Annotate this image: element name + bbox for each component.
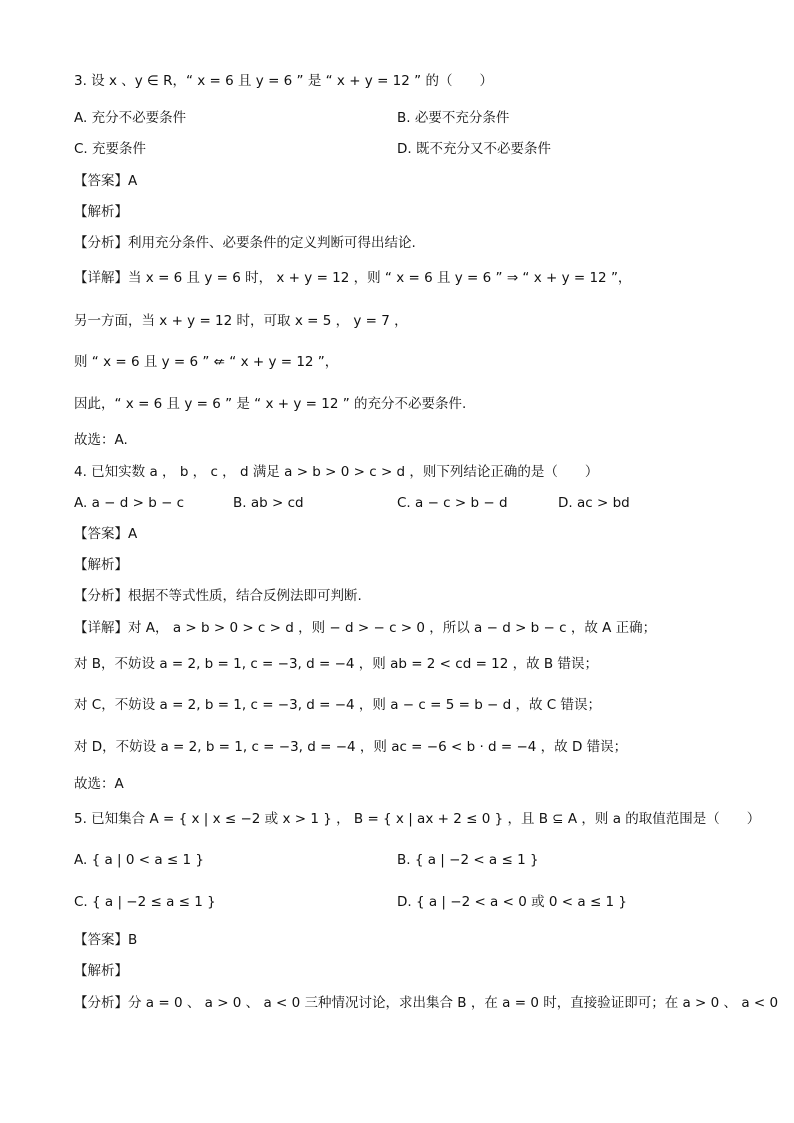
q4-option-a: A. a − d > b − c — [74, 495, 185, 511]
q3-option-b: B. 必要不充分条件 — [397, 110, 510, 126]
q4-xiangjie: 【详解】对 A， a > b > 0 > c > d ，则 − d > − c > 0 ，所以 a − d > b − c ，故 A 正确； — [74, 620, 657, 636]
q4-option-d: D. ac > bd — [558, 495, 630, 511]
q3-jiexi: 【解析】 — [74, 204, 128, 220]
q3-fenxi: 【分析】利用充分条件、必要条件的定义判断可得出结论. — [74, 235, 416, 251]
q3-line-1: 另一方面，当 x + y = 12 时，可取 x = 5 ， y = 7 ， — [74, 313, 408, 329]
q5-stem: 5. 已知集合 A = { x | x ≤ −2 或 x > 1 } ， B = { x | ax + 2 ≤ 0 } ，且 B ⊆ A ，则 a 的取值范围是（ ） — [74, 811, 761, 827]
q4-line-4: 故选：A — [74, 776, 124, 792]
q3-xiangjie: 【详解】当 x = 6 且 y = 6 时， x + y = 12 ，则 “ x = 6 且 y = 6 ” ⇒ “ x + y = 12 ”， — [74, 270, 632, 286]
q5-option-d: D. { a | −2 < a < 0 或 0 < a ≤ 1 } — [397, 894, 628, 910]
q5-option-b: B. { a | −2 < a ≤ 1 } — [397, 852, 539, 868]
q5-option-a: A. { a | 0 < a ≤ 1 } — [74, 852, 204, 868]
q3-option-a: A. 充分不必要条件 — [74, 110, 187, 126]
q4-stem: 4. 已知实数 a ， b ， c ， d 满足 a > b > 0 > c > d ，则下列结论正确的是（ ） — [74, 464, 599, 480]
q4-option-c: C. a − c > b − d — [397, 495, 508, 511]
q4-answer: 【答案】A — [74, 526, 138, 542]
q3-option-c: C. 充要条件 — [74, 141, 147, 157]
q5-answer: 【答案】B — [74, 932, 138, 948]
q5-option-c: C. { a | −2 ≤ a ≤ 1 } — [74, 894, 216, 910]
q3-option-d: D. 既不充分又不必要条件 — [397, 141, 551, 157]
q4-line-3: 对 D，不妨设 a = 2, b = 1, c = −3, d = −4 ，则 ac = −6 < b · d = −4 ，故 D 错误； — [74, 739, 628, 755]
q3-line-2: 则 “ x = 6 且 y = 6 ” ⇍ “ x + y = 12 ”， — [74, 354, 339, 370]
q3-stem: 3. 设 x 、y ∈ R，“ x = 6 且 y = 6 ” 是 “ x + y = 12 ” 的（ ） — [74, 73, 493, 89]
q5-fenxi: 【分析】分 a = 0 、 a > 0 、 a < 0 三种情况讨论，求出集合 B ，在 a = 0 时，直接验证即可；在 a > 0 、 a < 0 — [74, 995, 779, 1011]
q3-line-3: 因此，“ x = 6 且 y = 6 ” 是 “ x + y = 12 ” 的充分不必要条件. — [74, 396, 467, 412]
q5-jiexi: 【解析】 — [74, 963, 128, 979]
q3-answer: 【答案】A — [74, 173, 138, 189]
q4-line-1: 对 B，不妨设 a = 2, b = 1, c = −3, d = −4 ，则 ab = 2 < cd = 12 ，故 B 错误； — [74, 656, 598, 672]
q4-option-b: B. ab > cd — [233, 495, 304, 511]
q4-jiexi: 【解析】 — [74, 557, 128, 573]
q4-line-2: 对 C，不妨设 a = 2, b = 1, c = −3, d = −4 ，则 a − c = 5 = b − d ，故 C 错误； — [74, 697, 602, 713]
q4-fenxi: 【分析】根据不等式性质，结合反例法即可判断. — [74, 588, 362, 604]
q3-line-4: 故选：A. — [74, 432, 128, 448]
